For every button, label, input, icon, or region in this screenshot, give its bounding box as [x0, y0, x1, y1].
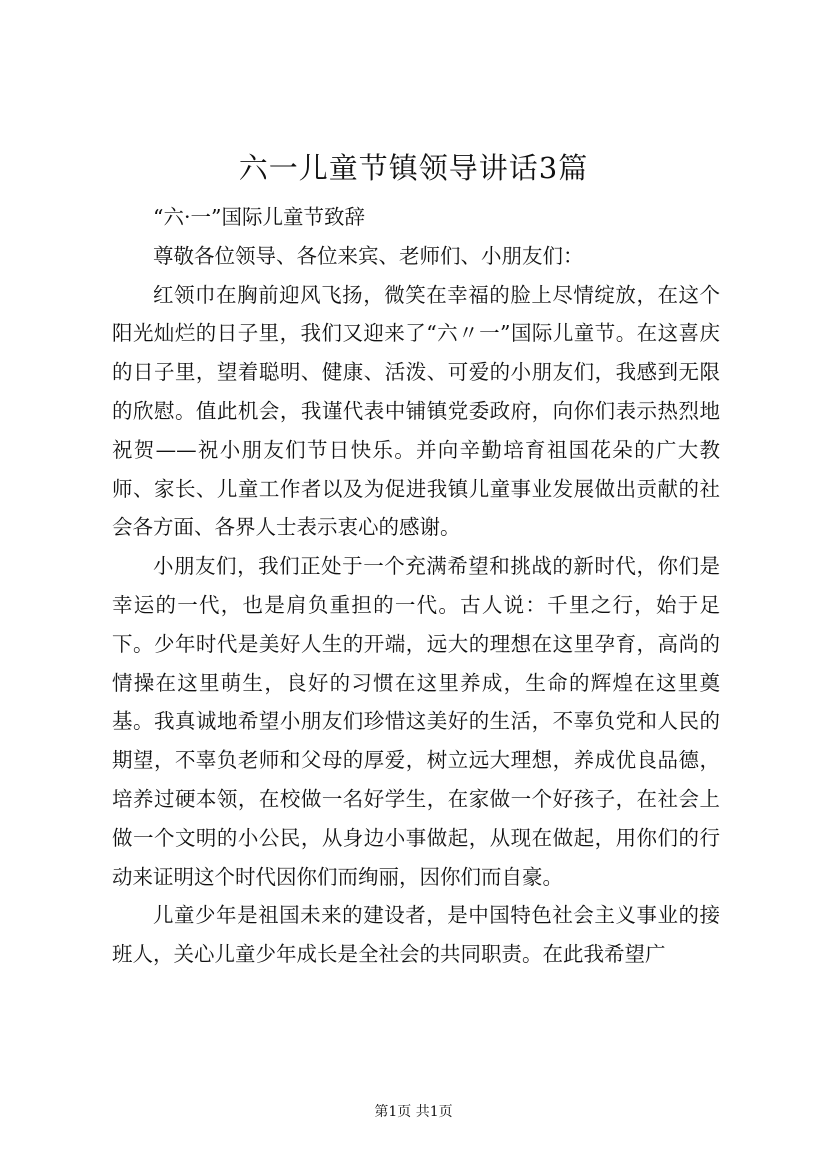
- body-paragraph: 儿童少年是祖国未来的建设者，是中国特色社会主义事业的接班人，关心儿童少年成长是全社会的共同职责。在此我希望广: [112, 903, 720, 967]
- page-number-footer: 第1页 共1页: [374, 1104, 453, 1120]
- body-paragraph: 小朋友们，我们正处于一个充满希望和挑战的新时代，你们是幸运的一代，也是肩负重担的一代。古人说：千里之行，始于足下。少年时代是美好人生的开端，远大的理想在这里孕育，高尚的情操在这里萌生，良好的习惯在这里养成，生命的辉煌在这里奠基。我真诚地希望小朋友们珍惜这美好的生活，不辜负党和人民的期望，不辜负老师和父母的厚爱，树立远大理想，养成优良品德，培养过硬本领，在校做一名好学生，在家做一个好孩子，在社会上做一个文明的小公民，从身边小事做起，从现在做起，用你们的行动来证明这个时代因你们而绚丽，因你们而自豪。: [112, 554, 720, 889]
- body-paragraph: 红领巾在胸前迎风飞扬，微笑在幸福的脸上尽情绽放，在这个阳光灿烂的日子里，我们又迎来了“六〃一”国际儿童节。在这喜庆的日子里，望着聪明、健康、活泼、可爱的小朋友们，我感到无限的欣慰。值此机会，我谨代表中铺镇党委政府，向你们表示热烈地祝贺——祝小朋友们节日快乐。并向辛勤培育祖国花朵的广大教师、家长、儿童工作者以及为促进我镇儿童事业发展做出贡献的社会各方面、各界人士表示衷心的感谢。: [112, 282, 720, 540]
- speech-heading: “六·一”国际儿童节致辞: [153, 205, 365, 229]
- document-body: [112, 198, 720, 974]
- document-title: 六一儿童节镇领导讲话3篇: [238, 151, 589, 185]
- salutation: 尊敬各位领导、各位来宾、老师们、小朋友们：: [153, 243, 584, 268]
